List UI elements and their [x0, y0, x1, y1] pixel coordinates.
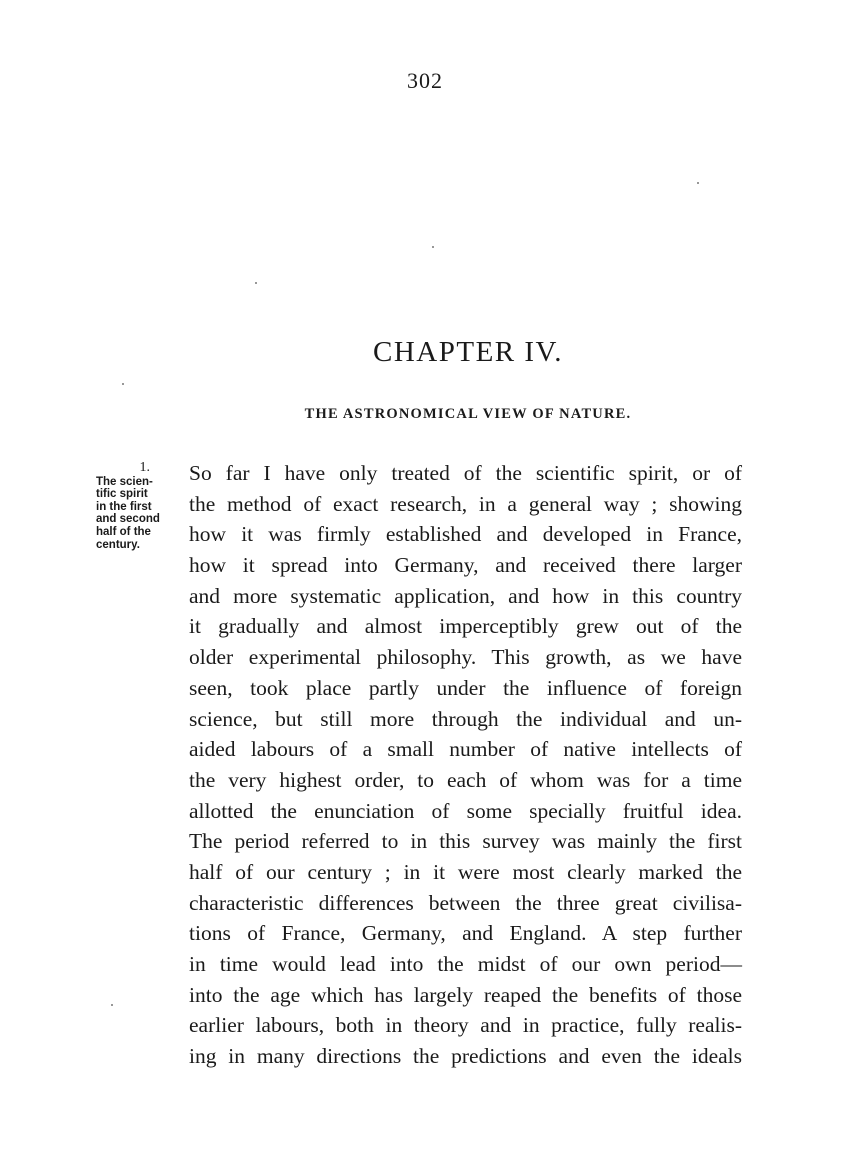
- body-line: ing in many directions the predictions and even the ideals: [189, 1044, 742, 1069]
- marginal-note: [96, 462, 180, 551]
- body-line: tions of France, Germany, and England. A step further: [189, 921, 742, 946]
- marginal-note-line: half of the: [96, 525, 151, 538]
- body-line: So far I have only treated of the scientific spirit, or of: [189, 461, 742, 485]
- marginal-note-line: The scien-: [96, 475, 153, 488]
- body-line: in time would lead into the midst of our own period—: [189, 952, 742, 976]
- body-line: the very highest order, to each of whom was for a time: [189, 767, 742, 792]
- body-line: characteristic differences between the three great civilisa-: [189, 890, 742, 915]
- paper-speck: [111, 1004, 113, 1006]
- paper-speck: [697, 182, 699, 184]
- marginal-note-number: 1.: [139, 460, 150, 475]
- body-line: how it was firmly established and developed in France,: [189, 522, 742, 547]
- body-line: allotted the enunciation of some specially fruitful idea.: [189, 798, 742, 823]
- body-line: The period referred to in this survey was mainly the first: [189, 829, 742, 854]
- chapter-heading: CHAPTER IV.: [373, 336, 563, 368]
- paper-speck: [432, 246, 434, 248]
- chapter-subtitle: THE ASTRONOMICAL VIEW OF NATURE.: [304, 406, 632, 422]
- body-paragraph: [189, 458, 742, 1072]
- marginal-note-line: century.: [96, 538, 140, 551]
- marginal-note-line: in the first: [96, 500, 152, 513]
- body-line: older experimental philosophy. This growth, as we have: [189, 645, 742, 670]
- paper-speck: [255, 282, 257, 284]
- marginal-note-line: and second: [96, 513, 160, 526]
- body-line: how it spread into Germany, and received there larger: [189, 553, 742, 578]
- body-line: it gradually and almost imperceptibly grew out of the: [189, 614, 742, 639]
- body-line: science, but still more through the individual and un-: [189, 706, 742, 731]
- marginal-note-line: tific spirit: [96, 488, 148, 501]
- body-line: half of our century ; in it were most clearly marked the: [189, 859, 742, 884]
- body-line: into the age which has largely reaped the benefits of those: [189, 982, 742, 1007]
- paper-speck: [122, 383, 124, 385]
- body-line: the method of exact research, in a general way ; showing: [189, 491, 742, 516]
- body-line: seen, took place partly under the influence of foreign: [189, 675, 742, 700]
- body-line: earlier labours, both in theory and in practice, fully realis-: [189, 1013, 742, 1038]
- body-line: and more systematic application, and how in this country: [189, 583, 742, 608]
- page-number: 302: [407, 68, 443, 93]
- body-line: aided labours of a small number of native intellects of: [189, 737, 742, 762]
